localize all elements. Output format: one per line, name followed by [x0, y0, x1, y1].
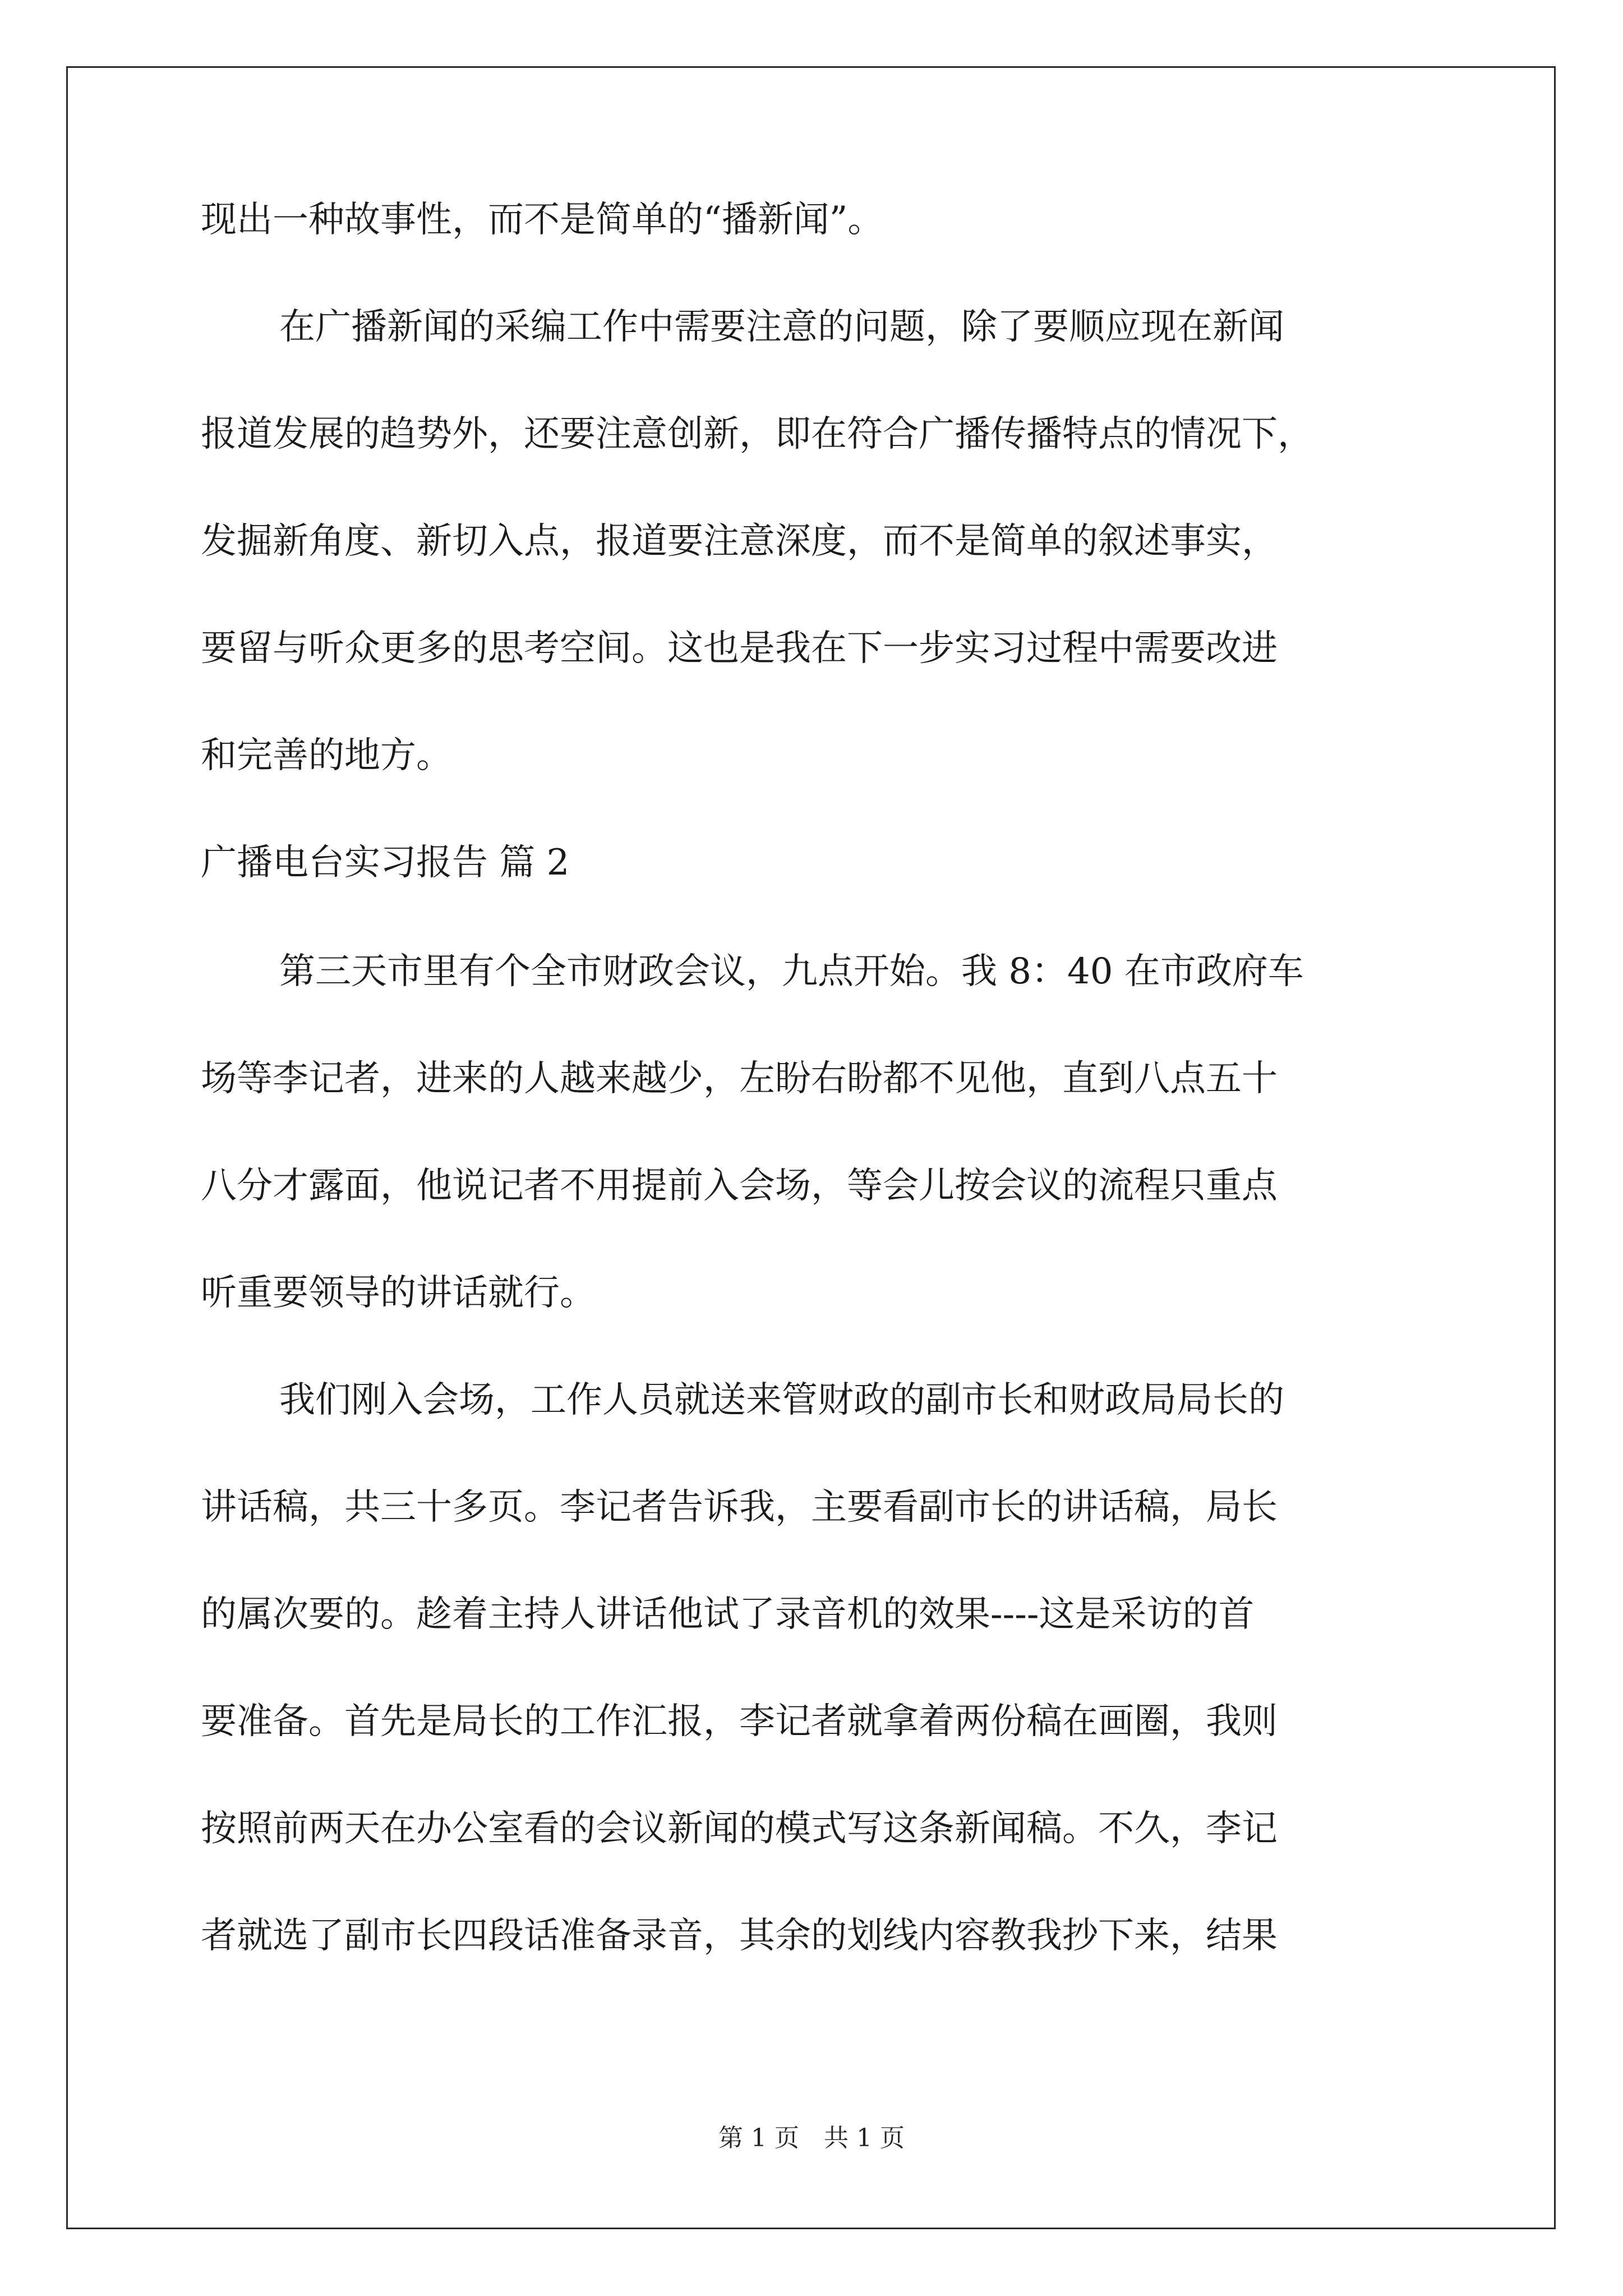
paragraph-1-line-1: 现出一种故事性，而不是简单的“播新闻”。	[201, 199, 884, 241]
paragraph-2-line-1: 在广播新闻的采编工作中需要注意的问题，除了要顺应现在新闻	[279, 306, 1284, 348]
paragraph-2-line-2: 报道发展的趋势外，还要注意创新，即在符合广播传播特点的情况下，	[201, 413, 1313, 455]
paragraph-3-line-4: 听重要领导的讲话就行。	[201, 1272, 596, 1314]
document-body	[201, 199, 1426, 2025]
paragraph-3-line-1: 第三天市里有个全市财政会议，九点开始。我 8：40 在市政府车	[279, 951, 1304, 992]
paragraph-2-line-4: 要留与听众更多的思考空间。这也是我在下一步实习过程中需要改进	[201, 628, 1278, 669]
paragraph-4-line-4: 要准备。首先是局长的工作汇报，李记者就拿着两份稿在画圈，我则	[201, 1701, 1278, 1742]
page-number-footer: 第 1 页 共 1 页	[718, 2124, 905, 2152]
paragraph-4-line-5: 按照前两天在办公室看的会议新闻的模式写这条新闻稿。不久，李记	[201, 1808, 1278, 1849]
paragraph-4-line-3: 的属次要的。趁着主持人讲话他试了录音机的效果----这是采访的首	[201, 1594, 1255, 1635]
paragraph-3-line-3: 八分才露面，他说记者不用提前入会场，等会儿按会议的流程只重点	[201, 1165, 1278, 1207]
paragraph-4-line-6: 者就选了副市长四段话准备录音，其余的划线内容教我抄下来，结果	[201, 1915, 1278, 1957]
paragraph-3-line-2: 场等李记者，进来的人越来越少，左盼右盼都不见他，直到八点五十	[201, 1058, 1278, 1099]
paragraph-2-line-5: 和完善的地方。	[201, 735, 452, 776]
paragraph-2-line-3: 发掘新角度、新切入点，报道要注意深度，而不是简单的叙述事实，	[201, 521, 1278, 562]
section-heading: 广播电台实习报告 篇 2	[201, 842, 570, 884]
paragraph-4-line-2: 讲话稿，共三十多页。李记者告诉我，主要看副市长的讲话稿，局长	[201, 1487, 1278, 1528]
paragraph-4-line-1: 我们刚入会场，工作人员就送来管财政的副市长和财政局局长的	[279, 1379, 1284, 1421]
